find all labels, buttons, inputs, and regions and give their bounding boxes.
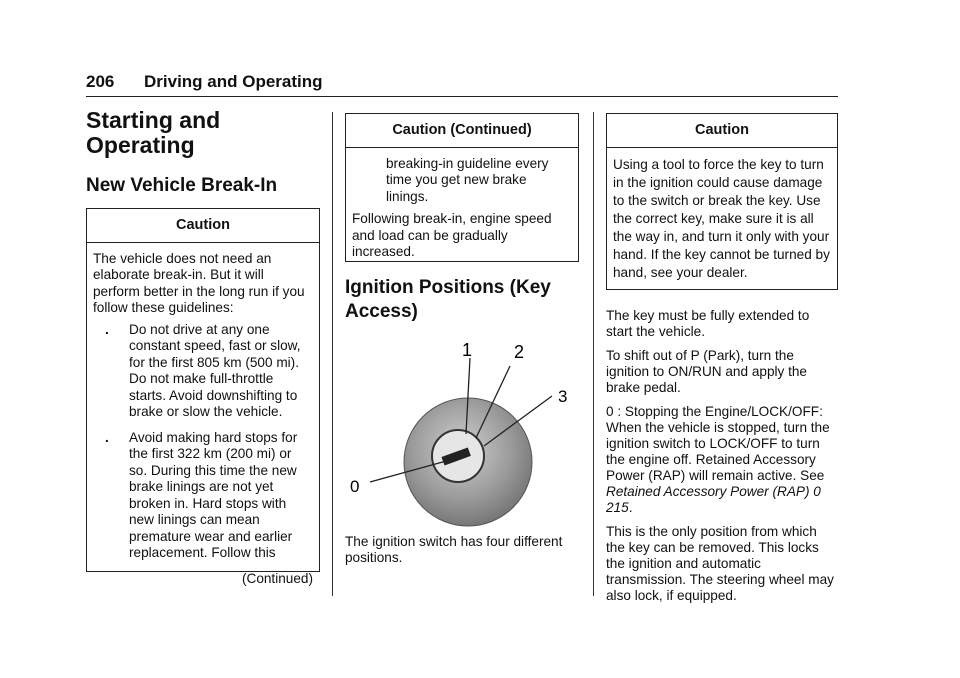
section-heading: Ignition Positions (Key Access) (345, 277, 551, 322)
caution-box (606, 113, 838, 290)
page-header (86, 72, 838, 97)
caution-continued-text: breaking-in guideline every time you get new brake linings. (386, 155, 549, 204)
page-title: Starting and Operating (86, 107, 221, 158)
caution-intro: The vehicle does not need an elaborate break-in. But it will perform better in the long run if you follow these guidelines: (93, 250, 305, 315)
caution-paragraph: Following break-in, engine speed and load can be gradually increased. (352, 211, 552, 259)
page-reference-icon: 0 (813, 484, 821, 499)
cross-reference-link[interactable]: Retained Accessory Power (RAP) (606, 484, 810, 499)
column-1 (86, 107, 320, 586)
caution-title: Caution (87, 209, 319, 243)
caution-text: Using a tool to force the key to turn in the ignition could cause damage to the switch or break the key. Use the correct key, make sure it is all the way in, and turn it only with your hand. If the key cannot be turned by hand, see your dealer. (613, 156, 830, 280)
position-label-1: 1 (462, 340, 473, 360)
caution-title: Caution (Continued) (346, 114, 578, 148)
column-divider (332, 112, 333, 596)
column-divider (593, 112, 594, 596)
list-item: . Avoid making hard stops for the first 322 km (200 mi) or so. During this time the new brake linings are not yet broken in. Hard stops with new linings can mean premature wear and earlier replacement. Follow this (105, 429, 298, 560)
body-paragraph: To shift out of P (Park), turn the ignition to ON/RUN and apply the brake pedal. (606, 348, 807, 395)
position-label: 0 : (606, 404, 625, 419)
column-2 (345, 113, 579, 324)
section-heading: New Vehicle Break-In (86, 175, 278, 196)
position-label-0: 0 (350, 477, 360, 496)
position-label-2: 2 (514, 342, 525, 362)
position-label-3: 3 (558, 387, 568, 406)
ignition-key-figure (346, 332, 580, 528)
guideline-list (93, 322, 313, 562)
list-item: . Do not drive at any one constant speed, fast or slow, for the first 805 km (500 mi). Do not make full-throttle starts. Avoid downshifting to brake or slow the vehicle. (105, 321, 301, 419)
continued-label: (Continued) (241, 570, 313, 586)
section-title: Driving and Operating (144, 72, 323, 91)
page-number: 206 (86, 72, 115, 91)
body-paragraph: The key must be fully extended to start the vehicle. (606, 308, 810, 339)
body-paragraph: 0 : Stopping the Engine/LOCK/OFF: When the vehicle is stopped, turn the ignition switch to LOCK/OFF to turn the engine off. Retained Accessory Power (RAP) will remain active. See Retained Accessory Power (RAP) 0 215. (606, 404, 830, 515)
figure-caption: The ignition switch has four different positions. (345, 534, 563, 565)
caution-box (86, 208, 320, 586)
body-paragraph: This is the only position from which the key can be removed. This locks the ignition and automatic transmission. The steering wheel may also lock, if equipped. (606, 524, 834, 603)
column-3 (606, 113, 838, 612)
caution-title: Caution (607, 114, 837, 148)
page-reference[interactable]: 215 (606, 500, 629, 515)
caution-continued-box (345, 113, 579, 262)
